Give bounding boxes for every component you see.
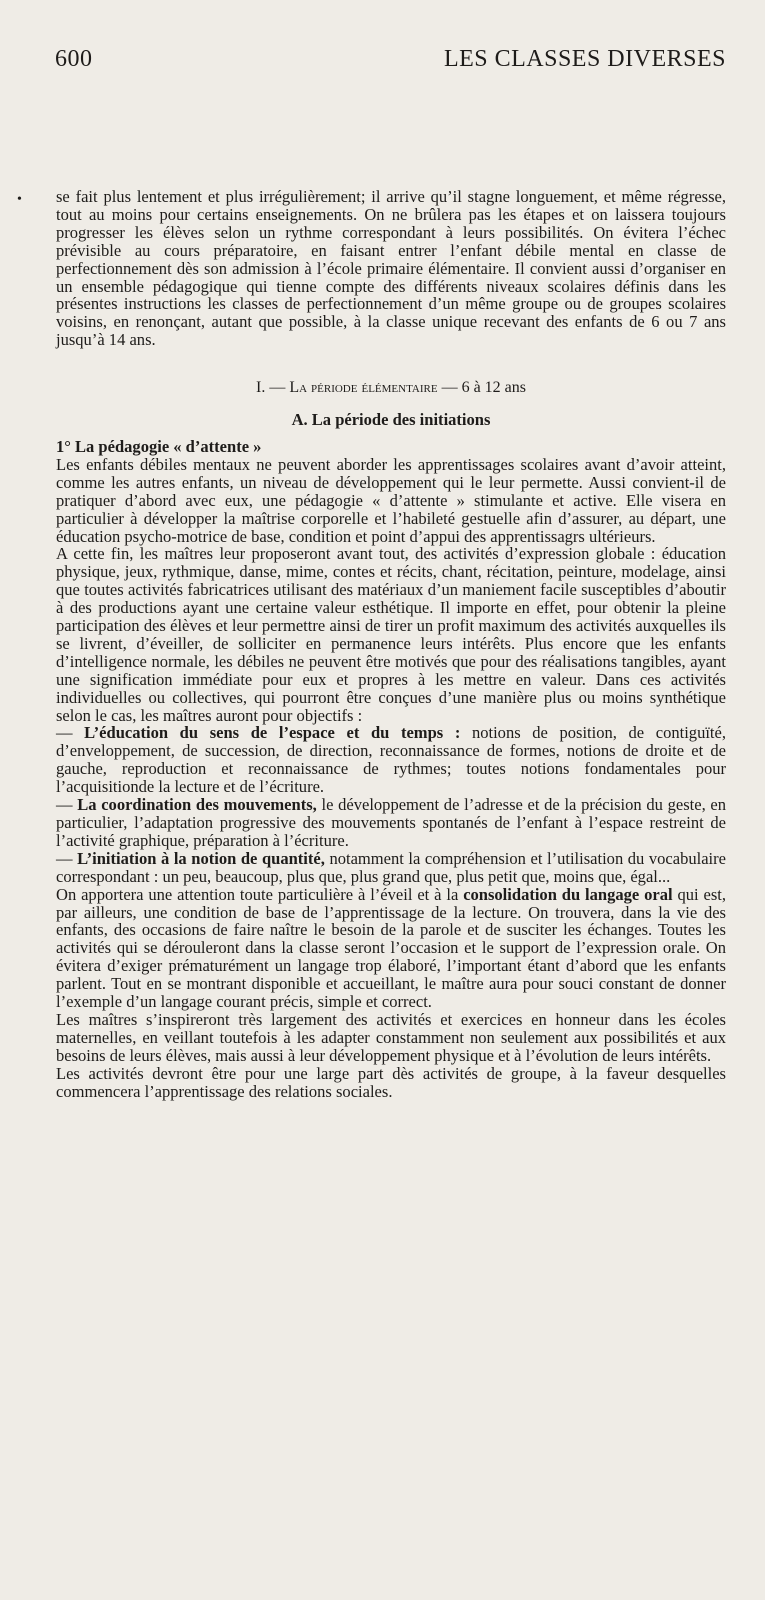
section-heading bbox=[56, 379, 726, 397]
paragraph: Les maîtres s’inspireront très largement des activités et exercices en honneur dans les écoles maternelles, en veillant toutefois à les adapter constamment non seulement aux possibilités et aux besoins de leurs élèves, mais aussi à leur développement physique et à l’évolution de leurs intérêts. bbox=[56, 1009, 726, 1065]
objective-title: La coordination des mouvements, bbox=[77, 795, 317, 815]
page-body bbox=[56, 188, 726, 1101]
page-number: 600 bbox=[55, 46, 93, 72]
paragraph: A cette fin, les maîtres leur proposeront avant tout, des activités d’expression globale : éducation physique, jeux, rythmique, danse, mime, contes et récits, chant, récitation, peinture, modelage, ainsi que toutes activités fabricatrices utilisant des matériaux d’un maniement facile susceptibles d’aboutir à des productions ayant une certaine valeur esthétique. Il importe en effet, pour obtenir la pleine participation des élèves et leur permettre ainsi de tirer un profit maximum des activités auxquelles ils se livrent, d’éveiller, de solliciter en permanence leurs intérêts. Plus encore que les enfants d’intelligence normale, les débiles ne peuvent être motivés que pour des réalisations tangibles, ayant une signification immédiate pour eux et propres à les mettre en valeur. Dans ces activités individuelles ou collectives, qui pourront être conçues d’une manière plus ou moins synthétique selon le cas, les maîtres auront pour objectifs : bbox=[56, 544, 726, 725]
intro-paragraph: se fait plus lentement et plus irrégulièrement; il arrive qu’il stagne longuement, et même régresse, tout au moins pour certains enseignements. On ne brûlera pas les étapes et on laissera toujours progresser les élèves selon un rythme correspondant à leurs possibilités. On évitera l’échec prévisible au cours préparatoire, en faisant entrer l’enfant débile mental en classe de perfectionnement dès son admission à l’école primaire élémentaire. Il convient aussi d’organiser en un ensemble pédagogique qui tienne compte des différents niveaux scolaires définis dans les présentes instructions les classes de perfectionnement d’un même groupe ou de groupes scolaires voisins, en renonçant, autant que possible, à la classe unique recevant des enfants de 6 ou 7 ans jusqu’à 14 ans. bbox=[56, 187, 726, 350]
paragraph: Les activités devront être pour une large part dès activités de groupe, à la faveur desquelles commencera l’apprentissage des relations sociales. bbox=[56, 1063, 726, 1101]
sub-subsection-heading: 1° La pédagogie « d’attente » bbox=[56, 436, 262, 456]
objective-title: L’initiation à la notion de quantité, bbox=[77, 848, 325, 868]
paragraph bbox=[56, 886, 726, 1011]
objective-text: notions de position, de contiguïté, d’enveloppement, de succession, de direction, reconnaissance de formes, notions de droite et de gauche, reproduction et reconnaissance de rythmes; toutes notions fondamentales pour l’acquisitionde la lecture et de l’écriture. bbox=[56, 723, 726, 797]
objective-item bbox=[56, 724, 726, 796]
paragraph-text: On apportera une attention toute particulière à l’éveil et à la bbox=[56, 884, 464, 904]
margin-bullet: • bbox=[17, 192, 22, 207]
objective-dash: — bbox=[56, 848, 78, 868]
section-suffix: — 6 à 12 ans bbox=[437, 379, 527, 397]
paragraph-text: qui est, par ailleurs, une condition de base de l’apprentissage de la lecture. On trouvera, dans la vie des enfants, des occasions de faire naître le besoin de la parole et de susciter les échanges. Toutes les activités qui se dérouleront dans la classe seront l’occasion et le support de l’expression orale. On évitera d’exiger prématurément un langage trop élaboré, l’important étant d’abord que les enfants parlent. Tout en se montrant disponible et accueillant, le maître aura pour souci constant de donner l’exemple d’un langage courant précis, simple et correct. bbox=[56, 884, 726, 1012]
bold-phrase: consolidation du langage oral bbox=[463, 884, 673, 904]
paragraph: Les enfants débiles mentaux ne peuvent aborder les apprentissages scolaires avant d’avoir atteint, comme les autres enfants, un niveau de développement qui le leur permette. Aussi convient-il de pratiquer d’abord avec eux, une pédagogie « d’attente » stimulante et active. Elle visera en particulier à développer la maîtrise corporelle et l’habileté gestuelle afin d’assurer, au départ, une éducation psycho-motrice de base, condition et point d’appui des apprentissagrs ultérieurs. bbox=[56, 454, 726, 546]
objective-text: le développement de l’adresse et de la précision du geste, en particulier, l’adaptation progressive des mouvements spontanés de l’enfant à l’espace restreint de l’activité graphique, préparation à l’écriture. bbox=[56, 795, 726, 850]
objective-dash: — bbox=[56, 795, 78, 815]
objective-dash: — bbox=[56, 723, 85, 743]
objective-item bbox=[56, 796, 726, 850]
objective-item bbox=[56, 850, 726, 886]
section-prefix: I. — bbox=[255, 379, 290, 397]
objective-text: notamment la compréhension et l’utilisation du vocabulaire correspondant : un peu, beaucoup, plus que, plus grand que, plus petit que, moins que, égal... bbox=[56, 848, 726, 886]
subsection-heading: A. La période des initiations bbox=[291, 410, 491, 430]
section-title: La période élémentaire bbox=[289, 379, 438, 397]
objective-title: L’éducation du sens de l’espace et du temps : bbox=[84, 723, 461, 743]
running-title: LES CLASSES DIVERSES bbox=[443, 46, 726, 72]
